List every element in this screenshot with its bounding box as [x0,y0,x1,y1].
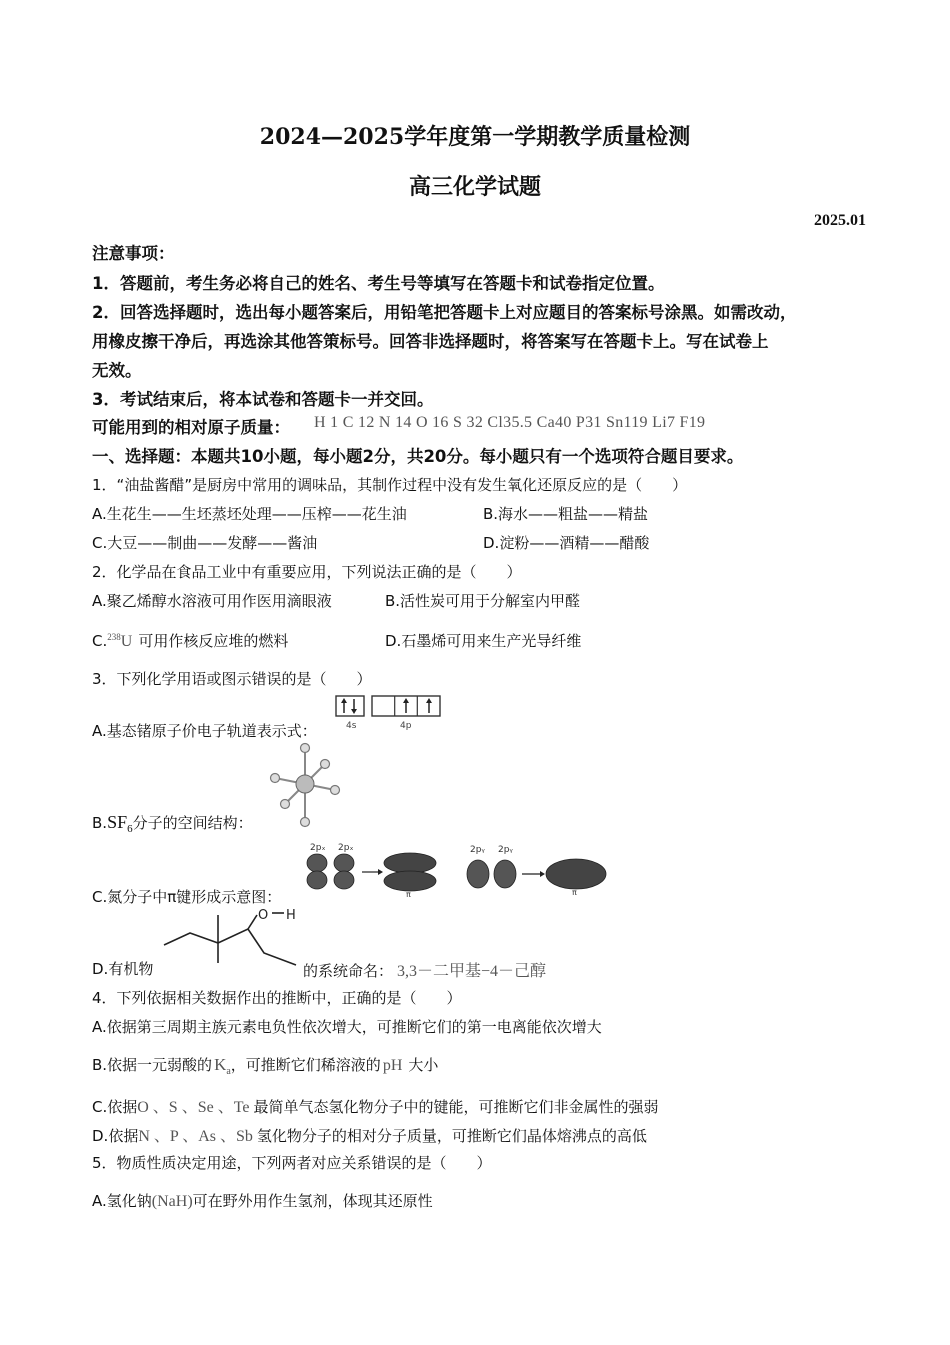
q4-option-c-label: C.依据 [92,1098,138,1116]
note-3: 3．考试结束后，将本试卷和答题卡一并交回。 [92,390,434,409]
q1-option-d: D.淀粉——酒精——醋酸 [483,534,650,552]
q2-option-b: B.活性炭可用于分解室内甲醛 [385,592,581,610]
q3-option-b-label: B. [92,814,108,832]
q5-option-a-label: A.氢化钠 [92,1192,152,1210]
q3-option-a: A.基态锗原子价电子轨道表示式： [92,722,317,740]
q3-option-d [303,958,546,981]
q3-stem: 3．下列化学用语或图示错误的是（ ） [92,670,372,688]
pi-label-right: π [572,888,577,897]
organic-skeletal-structure [160,905,300,975]
q2-option-c-mass-number: 238 [107,632,121,642]
q5-option-a [92,1190,433,1211]
note-2-line-2: 用橡皮擦干净后，再选涂其他答策标号。回答非选择题时，将答案写在答题卡上。写在试卷上 [92,332,769,351]
q2-option-c [92,630,288,651]
note-1: 1．答题前，考生务必将自己的姓名、考生号等填写在答题卡和试卷指定位置。 [92,274,665,293]
q4-option-b-label: B.依据一元弱酸的 [92,1056,213,1074]
q4-option-b-ph: pH [382,1057,403,1074]
q2-stem: 2．化学品在食品工业中有重要应用，下列说法正确的是（ ） [92,563,522,581]
exam-date: 2025.01 [814,212,866,229]
q4-option-c [92,1094,658,1117]
orbital-4s-label: 4s [346,721,357,731]
q4-option-b-ka: K [214,1055,227,1074]
pi-label-2px-right: 2pₓ [338,843,354,853]
q3-option-b [92,812,253,835]
pi-label-left: π [406,890,411,898]
mass-label: 可能用到的相对原子质量： [92,418,290,437]
q2-option-a: A.聚乙烯醇水溶液可用作医用滴眼液 [92,592,332,610]
q3-option-b-subscript: 6 [127,823,133,835]
sf6-structure-model [265,742,345,828]
q3-option-b-text: 分子的空间结构： [132,814,253,832]
q3-option-d-text: 的系统命名： [303,962,394,980]
pi-label-2py-right: 2pᵧ [498,845,513,855]
q4-option-d [92,1123,647,1146]
q3-option-c: C.氮分子中π键形成示意图： [92,888,282,906]
q3-option-d-label: D.有机物 [92,960,154,978]
q3-option-d-name: 3,3－二甲基−4－己醇 [397,963,547,980]
q5-option-a-text: 可在野外用作生氢剂，体现其还原性 [192,1192,433,1210]
q4-option-b-end: 大小 [408,1056,439,1074]
q4-option-b-text: ，可推断它们稀溶液的 [230,1056,381,1074]
q1-option-b: B.海水——粗盐——精盐 [483,505,649,523]
q5-option-a-formula: (NaH) [151,1193,193,1210]
notes-heading: 注意事项： [92,244,175,263]
q4-option-c-elements: O 、S 、Se 、Te [137,1099,250,1116]
q2-option-c-element: U [120,633,133,650]
q4-option-d-elements: N 、P 、As 、Sb [138,1128,253,1145]
q4-option-a: A.依据第三周期主族元素电负性依次增大，可推断它们的第一电离能依次增大 [92,1018,602,1036]
q2-option-d: D.石墨烯可用来生产光导纤维 [385,632,582,650]
q5-stem: 5．物质性质决定用途，下列两者对应关系错误的是（ ） [92,1154,492,1172]
q3-option-b-formula: SF [107,812,128,832]
orbital-diagram [334,694,444,732]
pi-label-2py-left: 2pᵧ [470,845,485,855]
q4-option-b [92,1054,438,1077]
q4-option-d-label: D.依据 [92,1127,139,1145]
q1-option-c: C.大豆——制曲——发酵——酱油 [92,534,318,552]
pi-label-2px-left: 2pₓ [310,843,326,853]
q4-stem: 4．下列依据相关数据作出的推断中，正确的是（ ） [92,989,462,1007]
atom-h: H [286,908,296,923]
exam-title: 2024—2025学年度第一学期教学质量检测 [259,124,691,150]
q2-option-c-label: C. [92,632,108,650]
q4-option-d-text: 氢化物分子的相对分子质量，可推断它们晶体熔沸点的高低 [256,1127,647,1145]
mass-values: H 1 C 12 N 14 O 16 S 32 Cl35.5 Ca40 P31 Sn119 Li7 F19 [314,414,706,431]
q4-option-b-ka-sub: a [226,1066,231,1077]
q4-option-c-text: 最简单气态氢化物分子中的键能，可推断它们非金属性的强弱 [253,1098,659,1116]
q2-option-c-text: 可用作核反应堆的燃料 [138,632,289,650]
pi-bond-diagram [300,838,610,898]
q1-option-a: A.生花生——生坯蒸坯处理——压榨——花生油 [92,505,407,523]
note-2-line-3: 无效。 [92,361,142,380]
note-2-line-1: 2．回答选择题时，选出每小题答案后，用铅笔把答题卡上对应题目的答案标号涂黑。如需改动， [92,303,797,322]
q1-stem: 1．“油盐酱醋”是厨房中常用的调味品，其制作过程中没有发生氧化还原反应的是（ ） [92,476,688,494]
section-1-heading: 一、选择题：本题共10小题，每小题2分，共20分。每小题只有一个选项符合题目要求。 [92,447,744,466]
orbital-4p-label: 4p [400,721,412,731]
atom-o: O [258,908,269,923]
exam-subtitle: 高三化学试题 [408,174,541,200]
